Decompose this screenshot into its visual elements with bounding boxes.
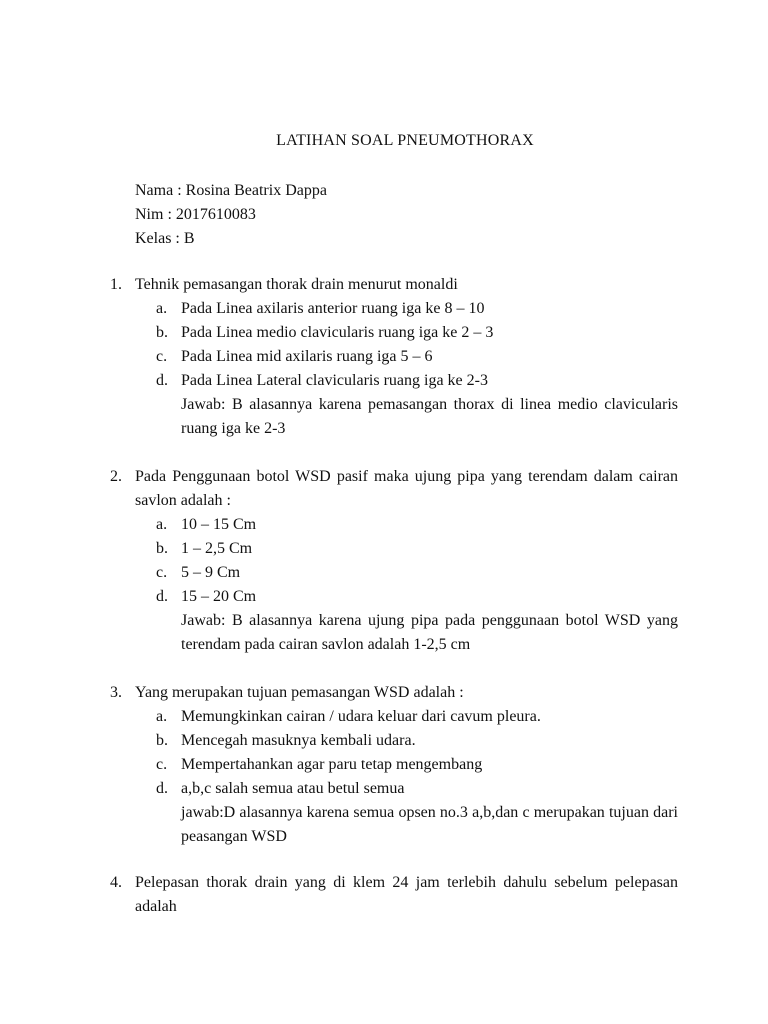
question-text: Pada Penggunaan botol WSD pasif maka ujung pipa yang terendam dalam cairan savlon adalah : — [135, 468, 678, 509]
option-letter: b. — [156, 540, 168, 557]
option-item — [156, 537, 678, 561]
answer-text: Jawab: B alasannya karena pemasangan thorax di linea medio clavicularis ruang iga ke 2-3 — [181, 396, 678, 437]
page-title: LATIHAN SOAL PNEUMOTHORAX — [276, 132, 534, 149]
option-item — [156, 585, 678, 609]
option-text: 1 – 2,5 Cm — [181, 540, 253, 557]
option-item — [156, 705, 678, 729]
option-letter: b. — [156, 732, 168, 749]
option-letter: a. — [156, 516, 168, 533]
option-item — [156, 729, 678, 753]
option-text: Memungkinkan cairan / udara keluar dari cavum pleura. — [181, 708, 541, 725]
option-text: 15 – 20 Cm — [181, 588, 257, 605]
question-4 — [110, 871, 678, 919]
option-list — [156, 513, 678, 609]
option-text: Pada Linea Lateral clavicularis ruang iga ke 2-3 — [181, 372, 488, 389]
option-letter: d. — [156, 588, 168, 605]
option-letter: a. — [156, 300, 168, 317]
question-number: 3. — [110, 684, 122, 701]
question-1 — [110, 273, 678, 441]
option-letter: c. — [156, 348, 168, 365]
option-item — [156, 777, 678, 801]
option-letter: d. — [156, 780, 168, 797]
student-class: Kelas : B — [135, 230, 195, 247]
question-number: 1. — [110, 276, 122, 293]
student-name: Nama : Rosina Beatrix Dappa — [135, 182, 327, 199]
option-text: 10 – 15 Cm — [181, 516, 257, 533]
question-text: Yang merupakan tujuan pemasangan WSD adalah : — [135, 684, 464, 701]
question-text: Tehnik pemasangan thorak drain menurut monaldi — [135, 276, 458, 293]
answer-text: Jawab: B alasannya karena ujung pipa pada penggunaan botol WSD yang terendam pada cairan savlon adalah 1-2,5 cm — [181, 612, 678, 653]
option-item — [156, 345, 678, 369]
option-item — [156, 297, 678, 321]
question-2 — [110, 465, 678, 657]
option-item — [156, 321, 678, 345]
option-text: Mencegah masuknya kembali udara. — [181, 732, 416, 749]
option-text: a,b,c salah semua atau betul semua — [181, 780, 405, 797]
option-letter: d. — [156, 372, 168, 389]
question-number: 4. — [110, 874, 122, 891]
option-item — [156, 513, 678, 537]
question-text: Pelepasan thorak drain yang di klem 24 jam terlebih dahulu sebelum pelepasan adalah — [135, 874, 678, 915]
option-letter: c. — [156, 564, 168, 581]
option-letter: c. — [156, 756, 168, 773]
question-number: 2. — [110, 468, 122, 485]
option-item — [156, 369, 678, 393]
option-text: 5 – 9 Cm — [181, 564, 241, 581]
answer-text: jawab:D alasannya karena semua opsen no.3 a,b,dan c merupakan tujuan dari peasangan WSD — [181, 804, 678, 845]
student-nim: Nim : 2017610083 — [135, 206, 256, 223]
option-text: Mempertahankan agar paru tetap mengembang — [181, 756, 483, 773]
option-letter: b. — [156, 324, 168, 341]
option-item — [156, 753, 678, 777]
question-3 — [110, 681, 678, 849]
student-info — [135, 179, 327, 251]
option-list — [156, 705, 678, 801]
option-item — [156, 561, 678, 585]
option-letter: a. — [156, 708, 168, 725]
option-text: Pada Linea mid axilaris ruang iga 5 – 6 — [181, 348, 433, 365]
option-text: Pada Linea axilaris anterior ruang iga ke 8 – 10 — [181, 300, 485, 317]
option-list — [156, 297, 678, 393]
option-text: Pada Linea medio clavicularis ruang iga ke 2 – 3 — [181, 324, 494, 341]
